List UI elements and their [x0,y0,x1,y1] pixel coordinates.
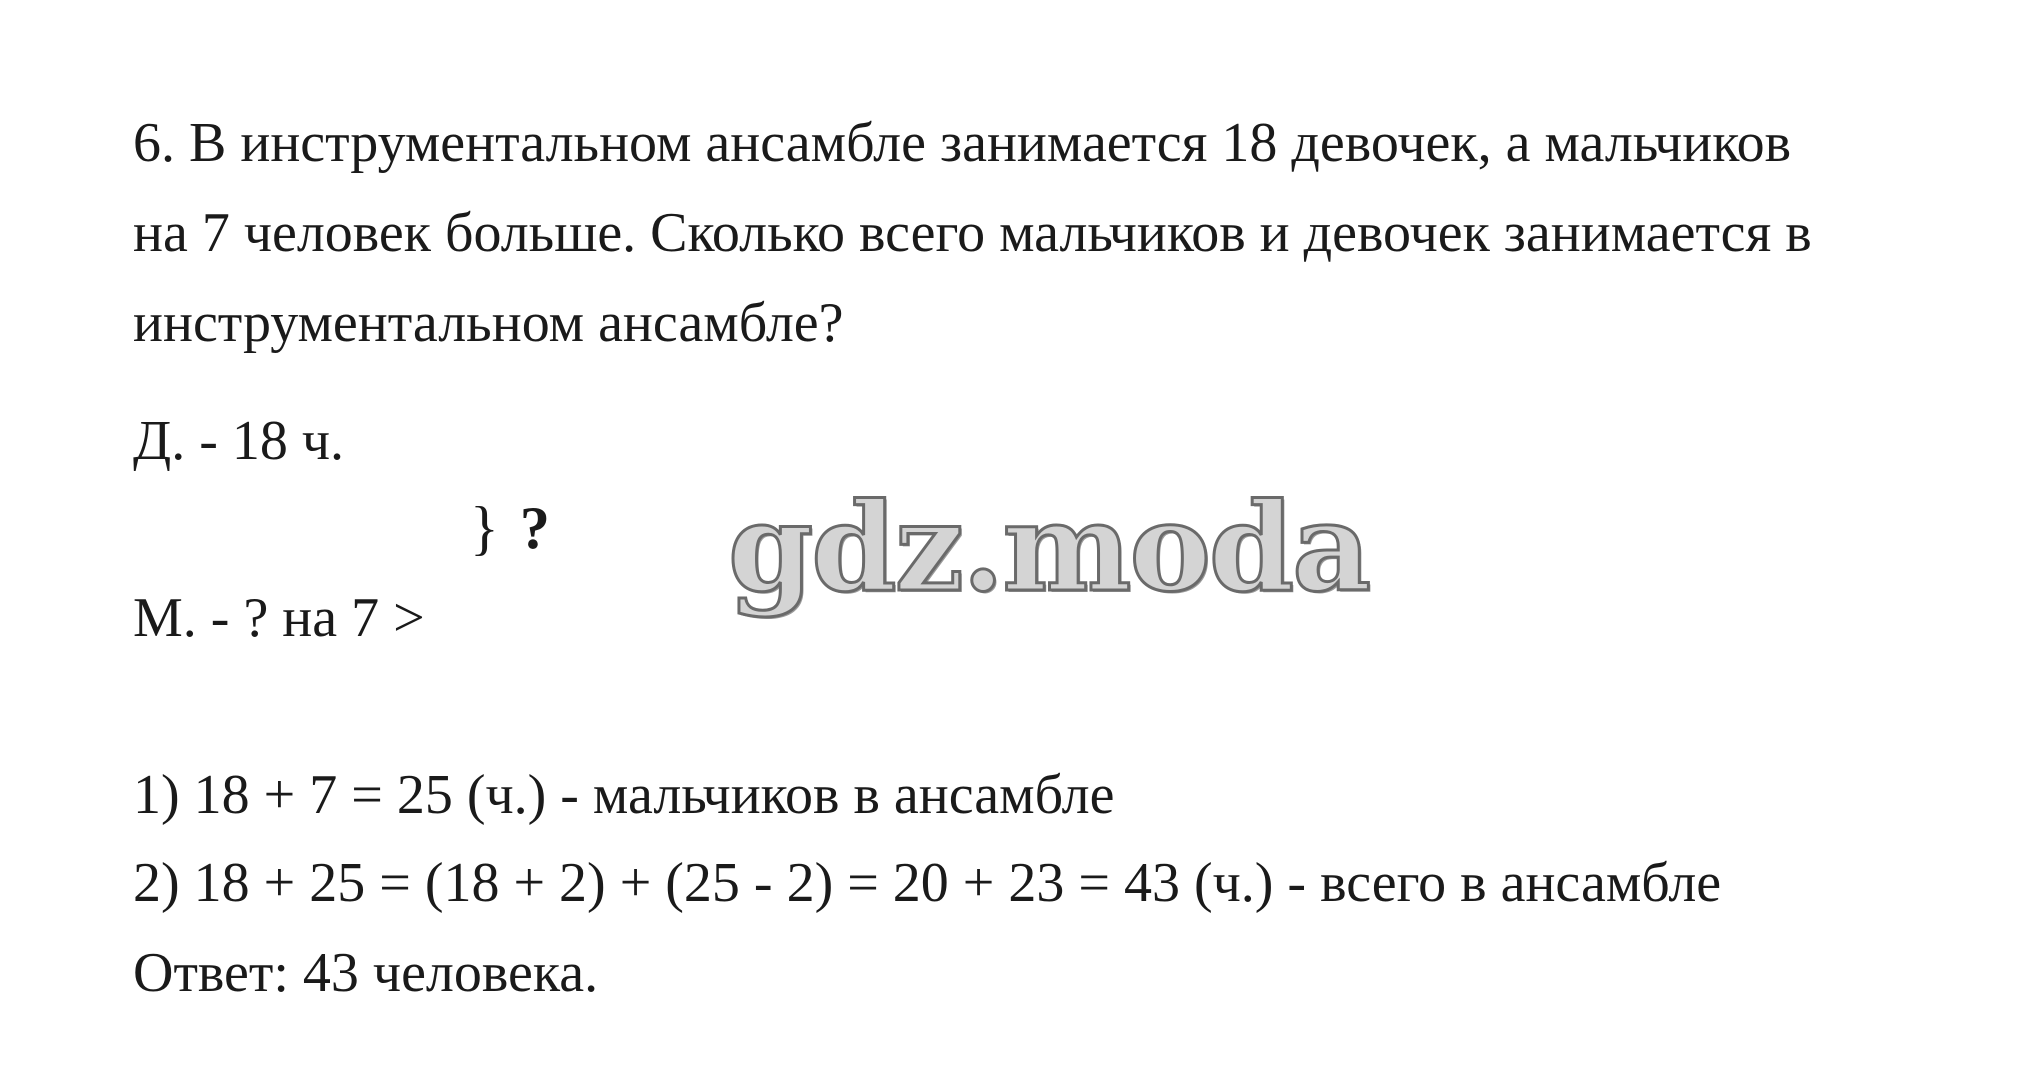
answer-line: Ответ: 43 человека. [133,942,599,1004]
solution-step-1: 1) 18 + 7 = 25 (ч.) - мальчиков в ансамбле [133,764,1115,826]
given-boys: М. - ? на 7 > [133,587,425,649]
question-mark: ? [519,495,550,561]
brace-symbol: } [470,495,499,561]
problem-text-line-3: инструментальном ансамбле? [133,292,844,354]
watermark-logo: gdz.moda [728,475,1370,619]
solution-step-2: 2) 18 + 25 = (18 + 2) + (25 - 2) = 20 + 23 = 43 (ч.) - всего в ансамбле [133,852,1722,914]
problem-text-line-1: 6. В инструментальном ансамбле занимается 18 девочек, а мальчиков [133,112,1792,174]
problem-text-line-2: на 7 человек больше. Сколько всего мальчиков и девочек занимается в [133,202,1812,264]
given-girls: Д. - 18 ч. [133,410,345,472]
given-brace-group [470,495,550,561]
